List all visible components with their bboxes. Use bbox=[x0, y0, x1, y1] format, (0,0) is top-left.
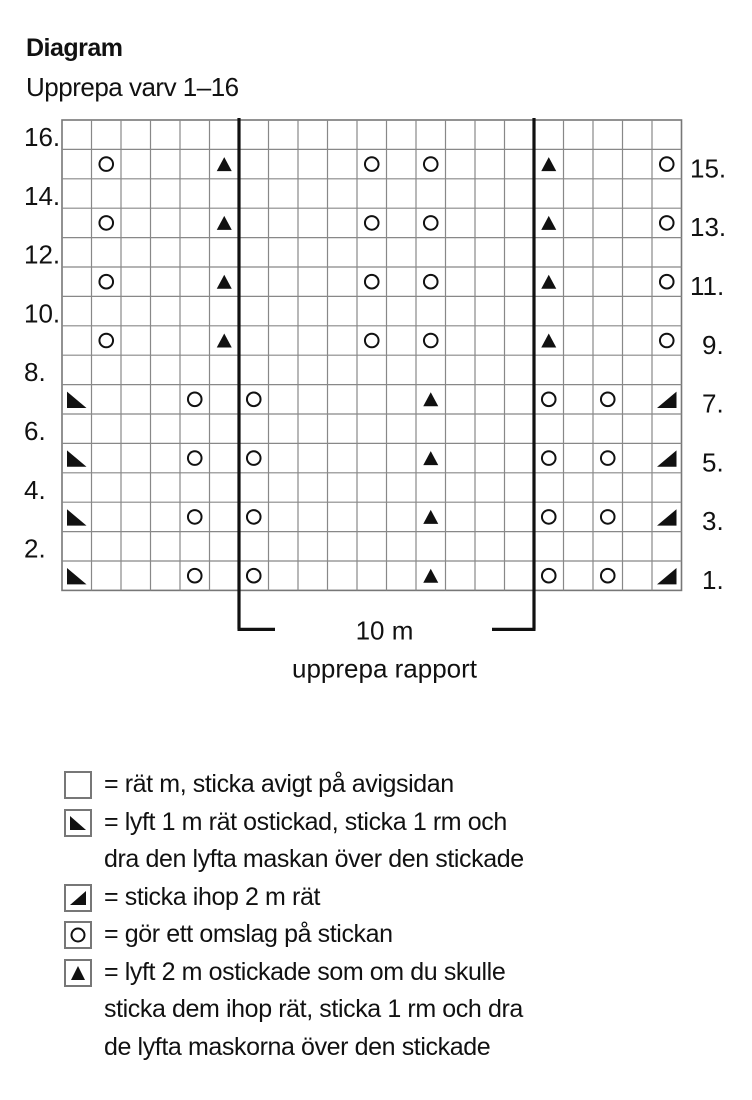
k2tog-icon bbox=[64, 884, 92, 912]
row-label-left: 4. bbox=[24, 474, 46, 505]
row-label-right: 7. bbox=[702, 388, 724, 419]
legend-item-double-decrease bbox=[64, 954, 524, 1067]
repeat-count-label: 10 m bbox=[355, 615, 414, 646]
legend-text: = lyft 2 m ostickade som om du skulle bbox=[104, 957, 506, 986]
row-label-right: 11. bbox=[690, 271, 725, 301]
double-decrease-icon bbox=[64, 959, 92, 987]
legend-item-slip bbox=[64, 804, 524, 879]
row-label-left: 2. bbox=[24, 533, 46, 564]
row-label-right: 5. bbox=[702, 447, 724, 478]
legend-text: = lyft 1 m rät ostickad, sticka 1 rm och bbox=[104, 807, 507, 836]
row-label-right: 3. bbox=[702, 506, 724, 537]
row-label-left: 14. bbox=[24, 180, 61, 211]
legend-text: de lyfta maskorna över den stickade bbox=[104, 1032, 491, 1061]
legend-text: dra den lyfta maskan över den stickade bbox=[104, 845, 524, 873]
row-label-left: 16. bbox=[24, 122, 61, 152]
legend-text: = rät m, sticka avigt på avigsidan bbox=[104, 770, 454, 798]
repeat-label: upprepa rapport bbox=[291, 653, 478, 684]
row-label-left: 8. bbox=[24, 357, 46, 388]
row-label-left: 12. bbox=[24, 239, 61, 270]
slip-stitch-icon bbox=[64, 809, 92, 837]
legend-text: sticka dem ihop rät, sticka 1 rm och dra bbox=[104, 995, 523, 1023]
legend bbox=[64, 766, 524, 1066]
diagram-title: Diagram bbox=[26, 34, 123, 62]
row-label-right: 9. bbox=[702, 329, 724, 360]
legend-text: = gör ett omslag på stickan bbox=[104, 920, 393, 948]
row-label-left: 6. bbox=[24, 416, 46, 446]
row-label-left: 10. bbox=[24, 298, 61, 329]
legend-item-knit bbox=[64, 766, 524, 804]
diagram-subtitle: Upprepa varv 1–16 bbox=[26, 72, 239, 102]
yarn-over-icon bbox=[64, 921, 92, 949]
legend-text: = sticka ihop 2 m rät bbox=[104, 882, 321, 911]
legend-item-yarn-over bbox=[64, 916, 524, 954]
row-label-right: 15. bbox=[690, 153, 727, 184]
legend-item-k2tog bbox=[64, 879, 524, 917]
row-label-right: 13. bbox=[690, 212, 727, 243]
knit-stitch-icon bbox=[64, 771, 92, 799]
row-label-right: 1. bbox=[702, 565, 724, 595]
